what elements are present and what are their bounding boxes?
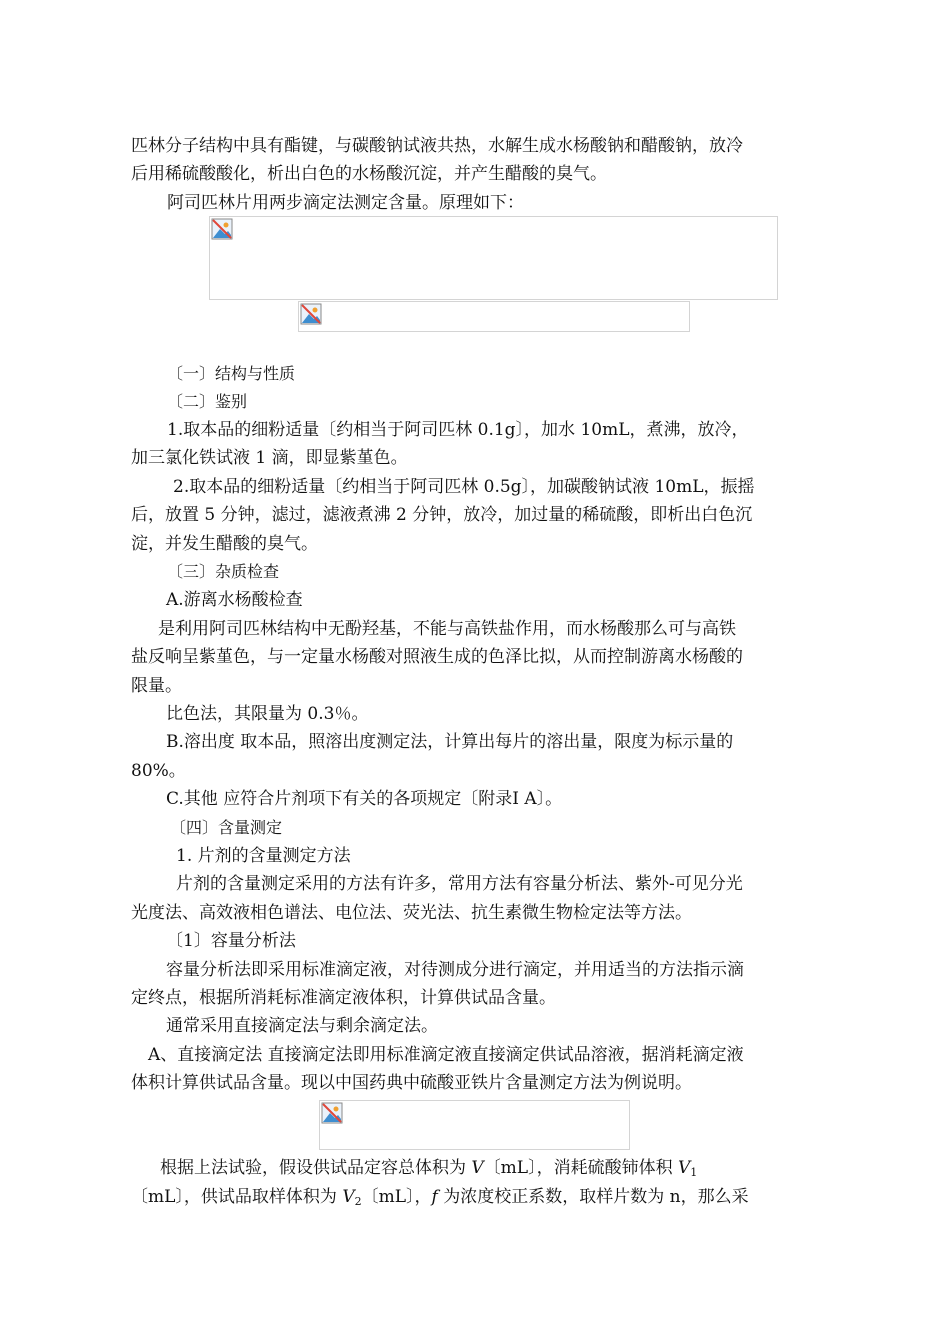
paragraph-line: 通常采用直接滴定法与剩余滴定法。 [166, 1016, 438, 1036]
paragraph-line: 是利用阿司匹林结构中无酚羟基，不能与高铁盐作用，而水杨酸那么可与高铁 [158, 619, 736, 639]
section-heading: 〔一〕结构与性质 [167, 364, 296, 383]
paragraph-line: 容量分析法即采用标准滴定液，对待测成分进行滴定，并用适当的方法指示滴 [166, 960, 744, 980]
reaction-image [298, 301, 690, 332]
section-heading: 〔三〕杂质检查 [167, 562, 280, 581]
paragraph-line: B.溶出度 取本品，照溶出度测定法，计算出每片的溶出量，限度为标示量的 [166, 732, 734, 752]
paragraph-line: 后，放置 5 分钟，滤过，滤液煮沸 2 分钟，放冷，加过量的稀硫酸，即析出白色沉 [131, 505, 753, 525]
broken-image-icon [321, 1102, 343, 1124]
paragraph-line: 1. 片剂的含量测定方法 [176, 846, 351, 866]
section-heading: 〔四〕含量测定 [170, 818, 283, 837]
paragraph-line: 〔1〕容量分析法 [166, 931, 296, 951]
paragraph-line: 光度法、高效液相色谱法、电位法、荧光法、抗生素微生物检定法等方法。 [131, 903, 692, 923]
text-run: 〔mL〕，消耗硫酸铈体积 [483, 1158, 679, 1178]
formula-image [319, 1100, 630, 1150]
paragraph-line: 定终点，根据所消耗标准滴定液体积，计算供试品含量。 [131, 988, 556, 1008]
paragraph-line [160, 1158, 697, 1183]
paragraph-line: 片剂的含量测定采用的方法有许多，常用方法有容量分析法、紫外-可见分光 [176, 874, 743, 894]
paragraph-line [131, 1187, 749, 1212]
broken-image-icon [211, 218, 233, 240]
paragraph-line: 体积计算供试品含量。现以中国药典中硫酸亚铁片含量测定方法为例说明。 [131, 1073, 692, 1093]
paragraph-line: 限量。 [131, 676, 182, 696]
text-run: 根据上法试验，假设供试品定容总体积为 [160, 1158, 472, 1178]
paragraph-line: 1.取本品的细粉适量〔约相当于阿司匹林 0.1g〕，加水 10mL，煮沸，放冷， [167, 420, 749, 440]
variable-v1: V [678, 1158, 691, 1178]
paragraph-line: A.游离水杨酸检查 [166, 590, 303, 610]
text-run: 〔mL〕， [361, 1187, 432, 1207]
paragraph-line: 比色法，其限量为 0.3％。 [166, 704, 369, 724]
paragraph-line: A、直接滴定法 直接滴定法即用标准滴定液直接滴定供试品溶液，据消耗滴定液 [148, 1045, 744, 1065]
paragraph-line: 后用稀硫酸酸化，析出白色的水杨酸沉淀，并产生醋酸的臭气。 [131, 164, 607, 184]
paragraph-line: 80%。 [131, 761, 186, 781]
variable-f: f [431, 1187, 438, 1207]
paragraph-line: 加三氯化铁试液 1 滴，即显紫堇色。 [131, 448, 408, 468]
paragraph-line: 阿司匹林片用两步滴定法测定含量。原理如下： [167, 193, 524, 213]
paragraph-line: 盐反响呈紫堇色，与一定量水杨酸对照液生成的色泽比拟，从而控制游离水杨酸的 [131, 647, 743, 667]
paragraph-line: 匹林分子结构中具有酯键，与碳酸钠试液共热，水解生成水杨酸钠和醋酸钠，放冷 [131, 136, 743, 156]
text-run: 为浓度校正系数，取样片数为 n，那么采 [437, 1187, 749, 1207]
variable-v2: V [342, 1187, 355, 1207]
broken-image-icon [300, 303, 322, 325]
text-run: 〔mL〕，供试品取样体积为 [131, 1187, 343, 1207]
subscript: 2 [354, 1195, 362, 1208]
paragraph-line: 2.取本品的细粉适量〔约相当于阿司匹林 0.5g〕，加碳酸钠试液 10mL，振摇 [173, 477, 755, 497]
paragraph-line: 淀，并发生醋酸的臭气。 [131, 534, 318, 554]
variable-v: V [471, 1158, 484, 1178]
paragraph-line: C.其他 应符合片剂项下有关的各项规定〔附录Ⅰ A〕。 [166, 789, 563, 809]
section-heading: 〔二〕鉴别 [167, 392, 248, 411]
reaction-image [209, 216, 778, 300]
subscript: 1 [690, 1166, 698, 1179]
